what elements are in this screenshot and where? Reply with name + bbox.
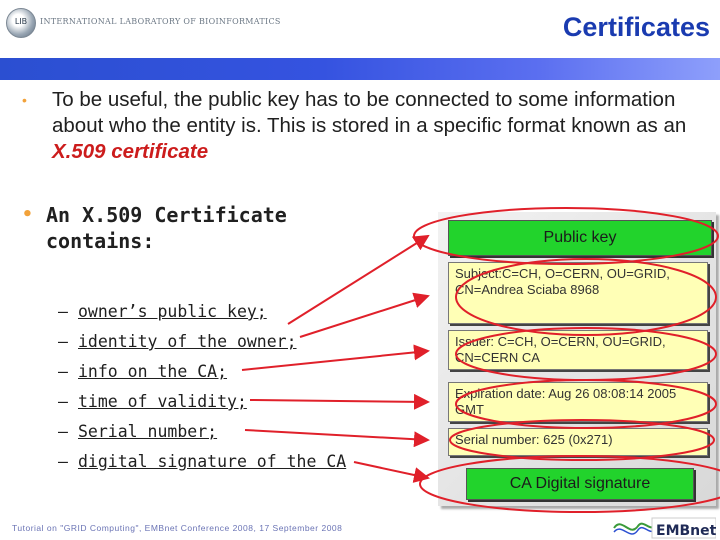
- public-key-box: Public key: [448, 220, 712, 256]
- contains-heading-text: An X.509 Certificate contains:: [46, 203, 287, 253]
- arrow: [300, 296, 428, 337]
- footer-text: Tutorial on "GRID Computing", EMBnet Conference 2008, 17 September 2008: [12, 523, 343, 533]
- list-item-label: owner’s public key;: [78, 302, 267, 321]
- highlight-ellipse: [450, 420, 714, 460]
- list-item: – Serial number;: [58, 422, 218, 441]
- arrow: [354, 462, 428, 478]
- list-item: – digital signature of the CA: [58, 452, 347, 471]
- list-item-label: time of validity;: [78, 392, 247, 411]
- subject-field: Subject:C=CH, O=CERN, OU=GRID, CN=Andrea Sciaba 8968: [448, 262, 708, 324]
- logo-text: INTERNATIONAL LABORATORY OF BIOINFORMATICS: [40, 17, 281, 26]
- logo-emblem-icon: LIB: [6, 8, 36, 38]
- list-item: – info on the CA;: [58, 362, 228, 381]
- list-item: – time of validity;: [58, 392, 247, 411]
- arrow: [242, 351, 428, 370]
- list-item-label: info on the CA;: [78, 362, 228, 381]
- bullet-icon: •: [22, 92, 27, 108]
- list-item: – identity of the owner;: [58, 332, 297, 351]
- issuer-field: Issuer: C=CH, O=CERN, OU=GRID, CN=CERN CA: [448, 330, 708, 370]
- page-title: Certificates: [562, 12, 710, 42]
- list-item-label: digital signature of the CA: [78, 452, 347, 471]
- highlight-ellipse: [420, 456, 720, 512]
- bullet-icon: •: [22, 204, 33, 225]
- arrow: [245, 430, 428, 440]
- list-item: – owner’s public key;: [58, 302, 267, 321]
- list-item-label: identity of the owner;: [78, 332, 297, 351]
- serial-field: Serial number: 625 (0x271): [448, 428, 708, 456]
- embnet-logo: [612, 514, 716, 540]
- embnet-logo-text: EMBnet: [656, 523, 717, 539]
- highlight-ellipse: [414, 208, 718, 264]
- highlight-ellipse: [456, 259, 716, 335]
- arrow: [288, 236, 428, 324]
- intro-body: To be useful, the public key has to be connected to some information about who the entity is. This is stored in a specific format known as an: [52, 88, 687, 137]
- expiration-field: Expiration date: Aug 26 08:08:14 2005 GMT: [448, 382, 708, 422]
- intro-emphasis: X.509 certificate: [52, 140, 209, 163]
- ca-signature-box: CA Digital signature: [466, 468, 694, 500]
- list-item-label: Serial number;: [78, 422, 218, 441]
- arrow: [250, 400, 428, 402]
